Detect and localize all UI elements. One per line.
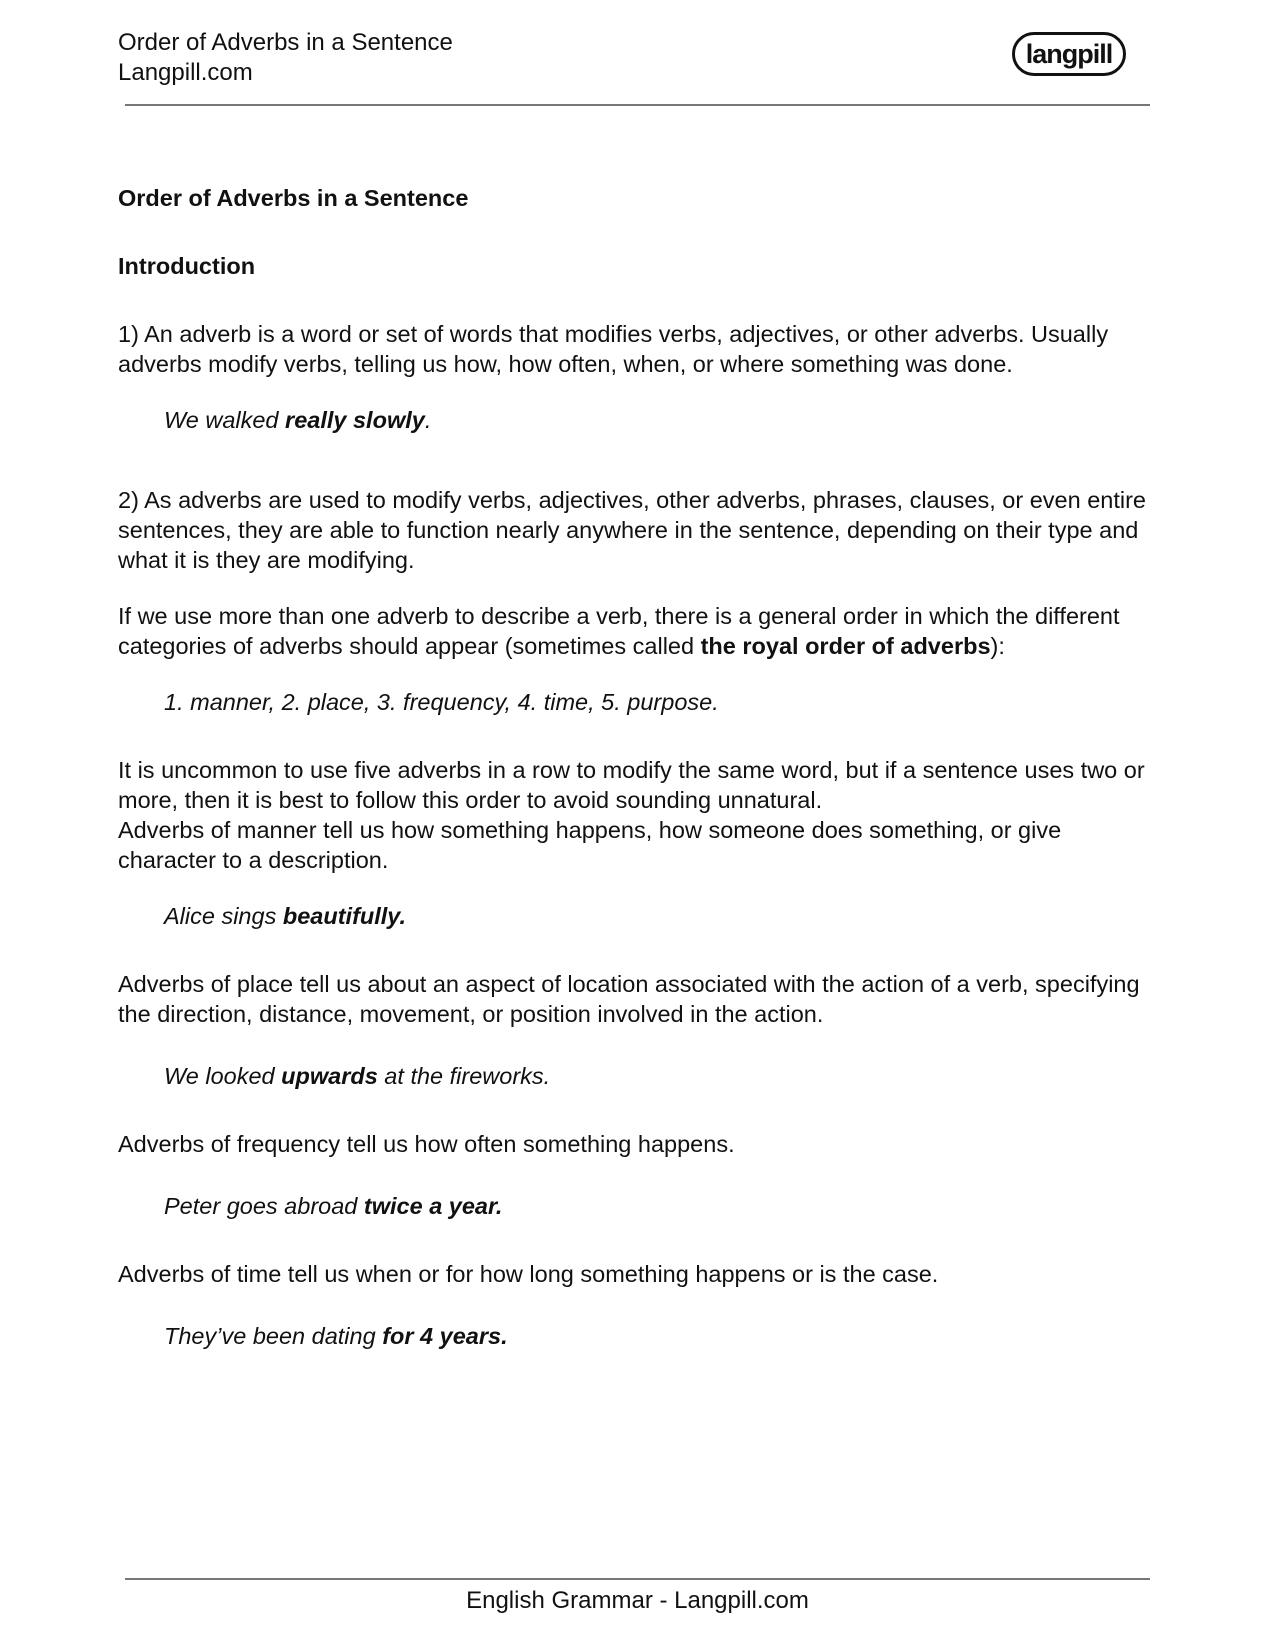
royal-order-term: the royal order of adverbs [700, 633, 991, 659]
example-time [118, 1321, 1158, 1351]
example-1 [118, 405, 1158, 435]
example-text: . [424, 407, 432, 433]
example-manner [118, 901, 1158, 931]
page-footer: English Grammar - Langpill.com [466, 1587, 809, 1614]
example-text: Peter goes abroad [164, 1193, 364, 1219]
example-frequency [118, 1191, 1158, 1221]
example-adverb: really slowly [285, 407, 425, 433]
footer-divider [125, 1578, 1150, 1580]
example-text: We looked [164, 1063, 282, 1089]
example-adverb: beautifully. [282, 903, 407, 929]
example-text: They’ve been dating [164, 1323, 383, 1349]
document-body [118, 183, 1158, 1351]
paragraph-text: ): [990, 633, 1005, 659]
paragraph-1: 1) An adverb is a word or set of words that modifies verbs, adjectives, or other adverbs. Usually adverbs modify verbs, telling us how, how often, when, or where something was done. [118, 321, 1109, 377]
example-text: Alice sings [164, 903, 283, 929]
paragraph-4: It is uncommon to use five adverbs in a row to modify the same word, but if a sentence uses two or more, then it is best to follow this order to avoid sounding unnatural. [118, 757, 1145, 813]
example-place [118, 1061, 1158, 1091]
example-text: at the fireworks. [377, 1063, 551, 1089]
header-site: Langpill.com [118, 59, 253, 86]
paragraph-text: If we use more than one adverb to describe a verb, there is a general order in which the different categories of adverbs should appear (sometimes called [118, 603, 1120, 659]
example-adverb: twice a year. [363, 1193, 503, 1219]
adverb-order-list: 1. manner, 2. place, 3. frequency, 4. time, 5. purpose. [164, 689, 719, 715]
paragraph-manner: Adverbs of manner tell us how something happens, how someone does something, or give character to a description. [118, 817, 1062, 873]
example-text: We walked [164, 407, 286, 433]
paragraph-frequency: Adverbs of frequency tell us how often something happens. [118, 1131, 735, 1157]
paragraph-2: 2) As adverbs are used to modify verbs, adjectives, other adverbs, phrases, clauses, or even entire sentences, they are able to function nearly anywhere in the sentence, depending on their type and what it is they are modifying. [118, 487, 1146, 573]
example-adverb: for 4 years. [382, 1323, 508, 1349]
page-header [118, 28, 453, 88]
paragraph-time: Adverbs of time tell us when or for how long something happens or is the case. [118, 1261, 939, 1287]
header-divider [125, 104, 1150, 106]
paragraph-place: Adverbs of place tell us about an aspect of location associated with the action of a verb, specifying the direction, distance, movement, or position involved in the action. [118, 971, 1140, 1027]
header-title: Order of Adverbs in a Sentence [118, 29, 453, 56]
document-heading: Order of Adverbs in a Sentence [118, 185, 469, 211]
example-adverb: upwards [281, 1063, 378, 1089]
langpill-logo [1012, 32, 1126, 76]
logo-text: langpill [1025, 38, 1113, 69]
paragraph-3 [118, 601, 1158, 661]
section-heading-introduction: Introduction [118, 253, 256, 279]
